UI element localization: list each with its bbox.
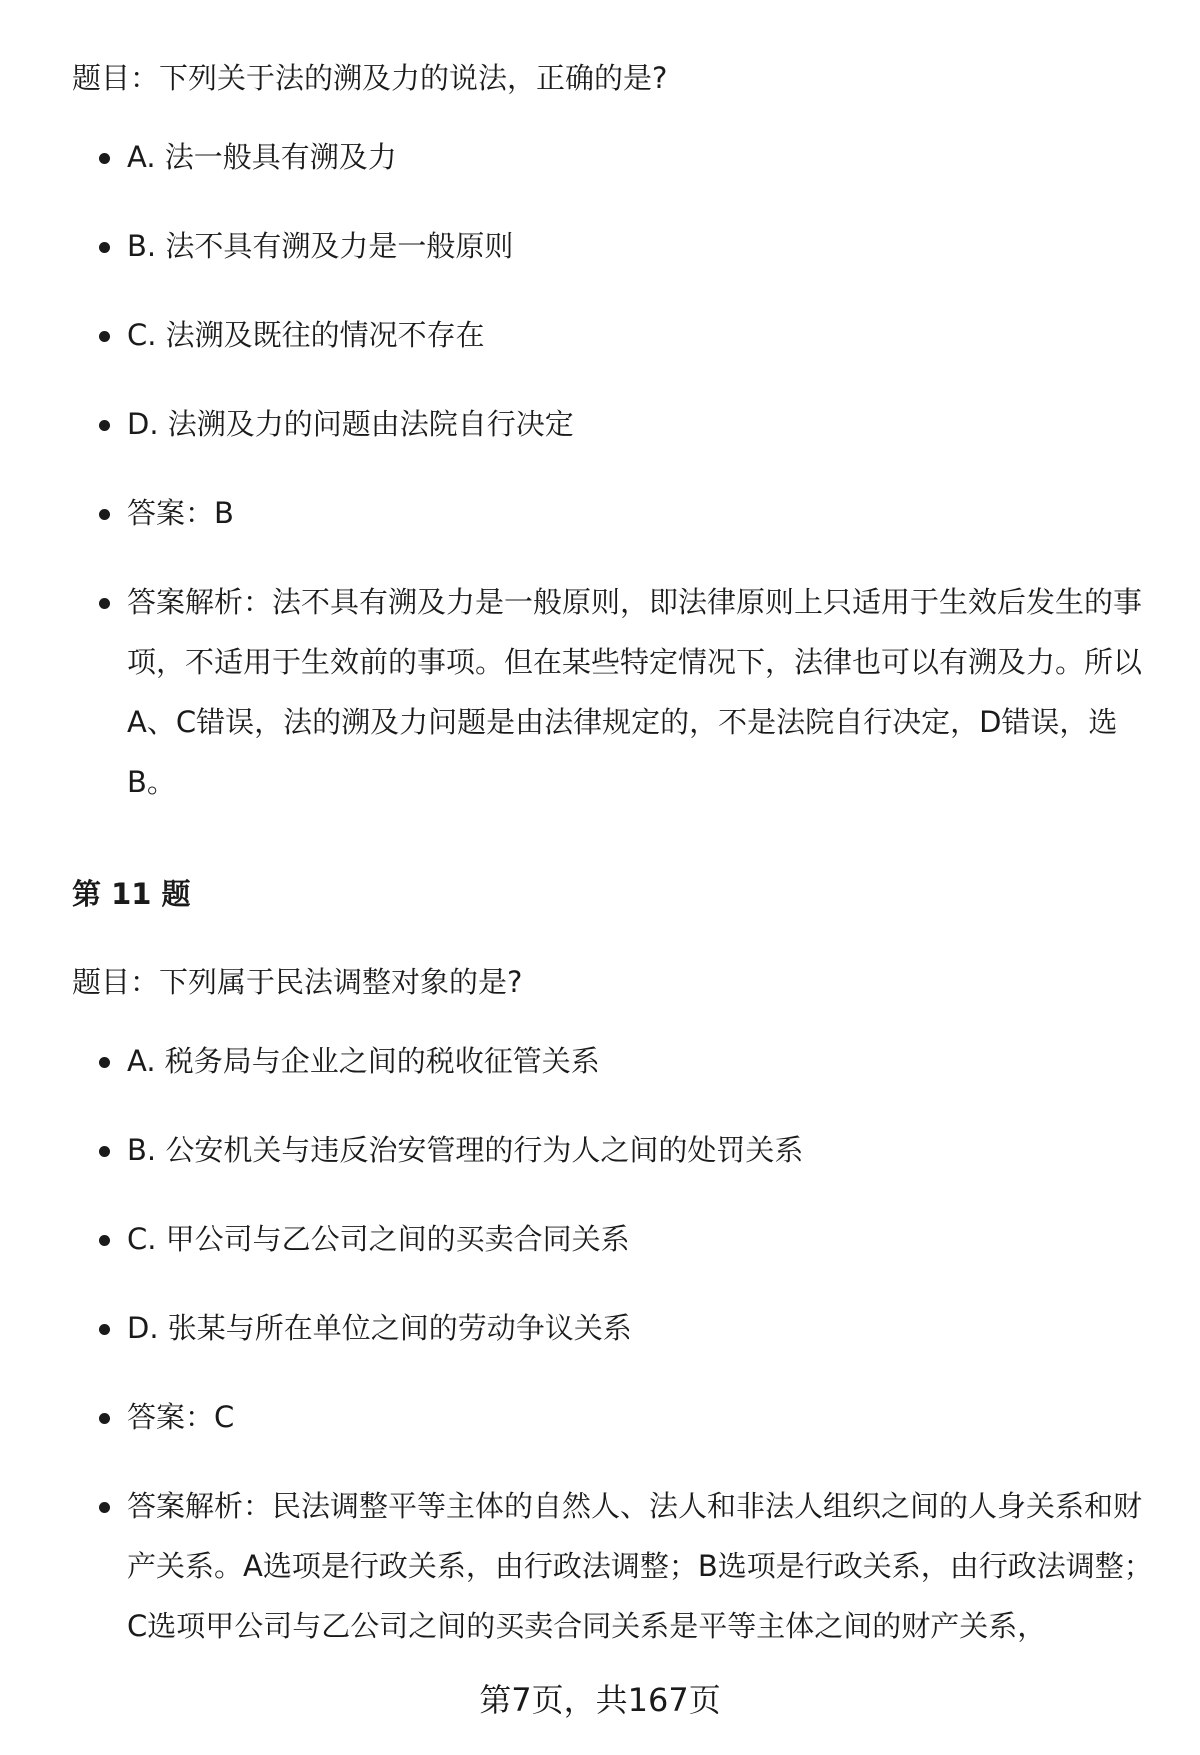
option-d: D. 张某与所在单位之间的劳动争议关系 — [72, 1298, 1162, 1358]
answer: 答案：B — [72, 483, 1162, 543]
option-c: C. 甲公司与乙公司之间的买卖合同关系 — [72, 1209, 1162, 1269]
option-b: B. 公安机关与违反治安管理的行为人之间的处罚关系 — [72, 1120, 1162, 1180]
question-11-block — [72, 962, 1162, 1656]
question-11-text: 题目：下列属于民法调整对象的是? — [72, 965, 523, 999]
question-10-list — [72, 127, 1162, 812]
question-11-heading: 第 11 题 — [72, 877, 191, 911]
option-a: A. 法一般具有溯及力 — [72, 127, 1162, 187]
option-b: B. 法不具有溯及力是一般原则 — [72, 216, 1162, 276]
question-10-text: 题目：下列关于法的溯及力的说法，正确的是? — [72, 61, 668, 95]
option-c: C. 法溯及既往的情况不存在 — [72, 305, 1162, 365]
option-a: A. 税务局与企业之间的税收征管关系 — [72, 1031, 1162, 1091]
question-11-list — [72, 1031, 1162, 1656]
answer-analysis: 答案解析：民法调整平等主体的自然人、法人和非法人组织之间的人身关系和财产关系。A选项是行政关系，由行政法调整；B选项是行政关系，由行政法调整；C选项甲公司与乙公司之间的买卖合同关系是平等主体之间的财产关系， — [72, 1476, 1162, 1656]
page-indicator: 第7页，共167页 — [479, 1681, 721, 1719]
option-d: D. 法溯及力的问题由法院自行决定 — [72, 394, 1162, 454]
answer-analysis: 答案解析：法不具有溯及力是一般原则，即法律原则上只适用于生效后发生的事项，不适用于生效前的事项。但在某些特定情况下，法律也可以有溯及力。所以A、C错误，法的溯及力问题是由法律规定的，不是法院自行决定，D错误，选B。 — [72, 572, 1162, 812]
answer: 答案：C — [72, 1387, 1162, 1447]
question-10-block — [72, 58, 1162, 812]
